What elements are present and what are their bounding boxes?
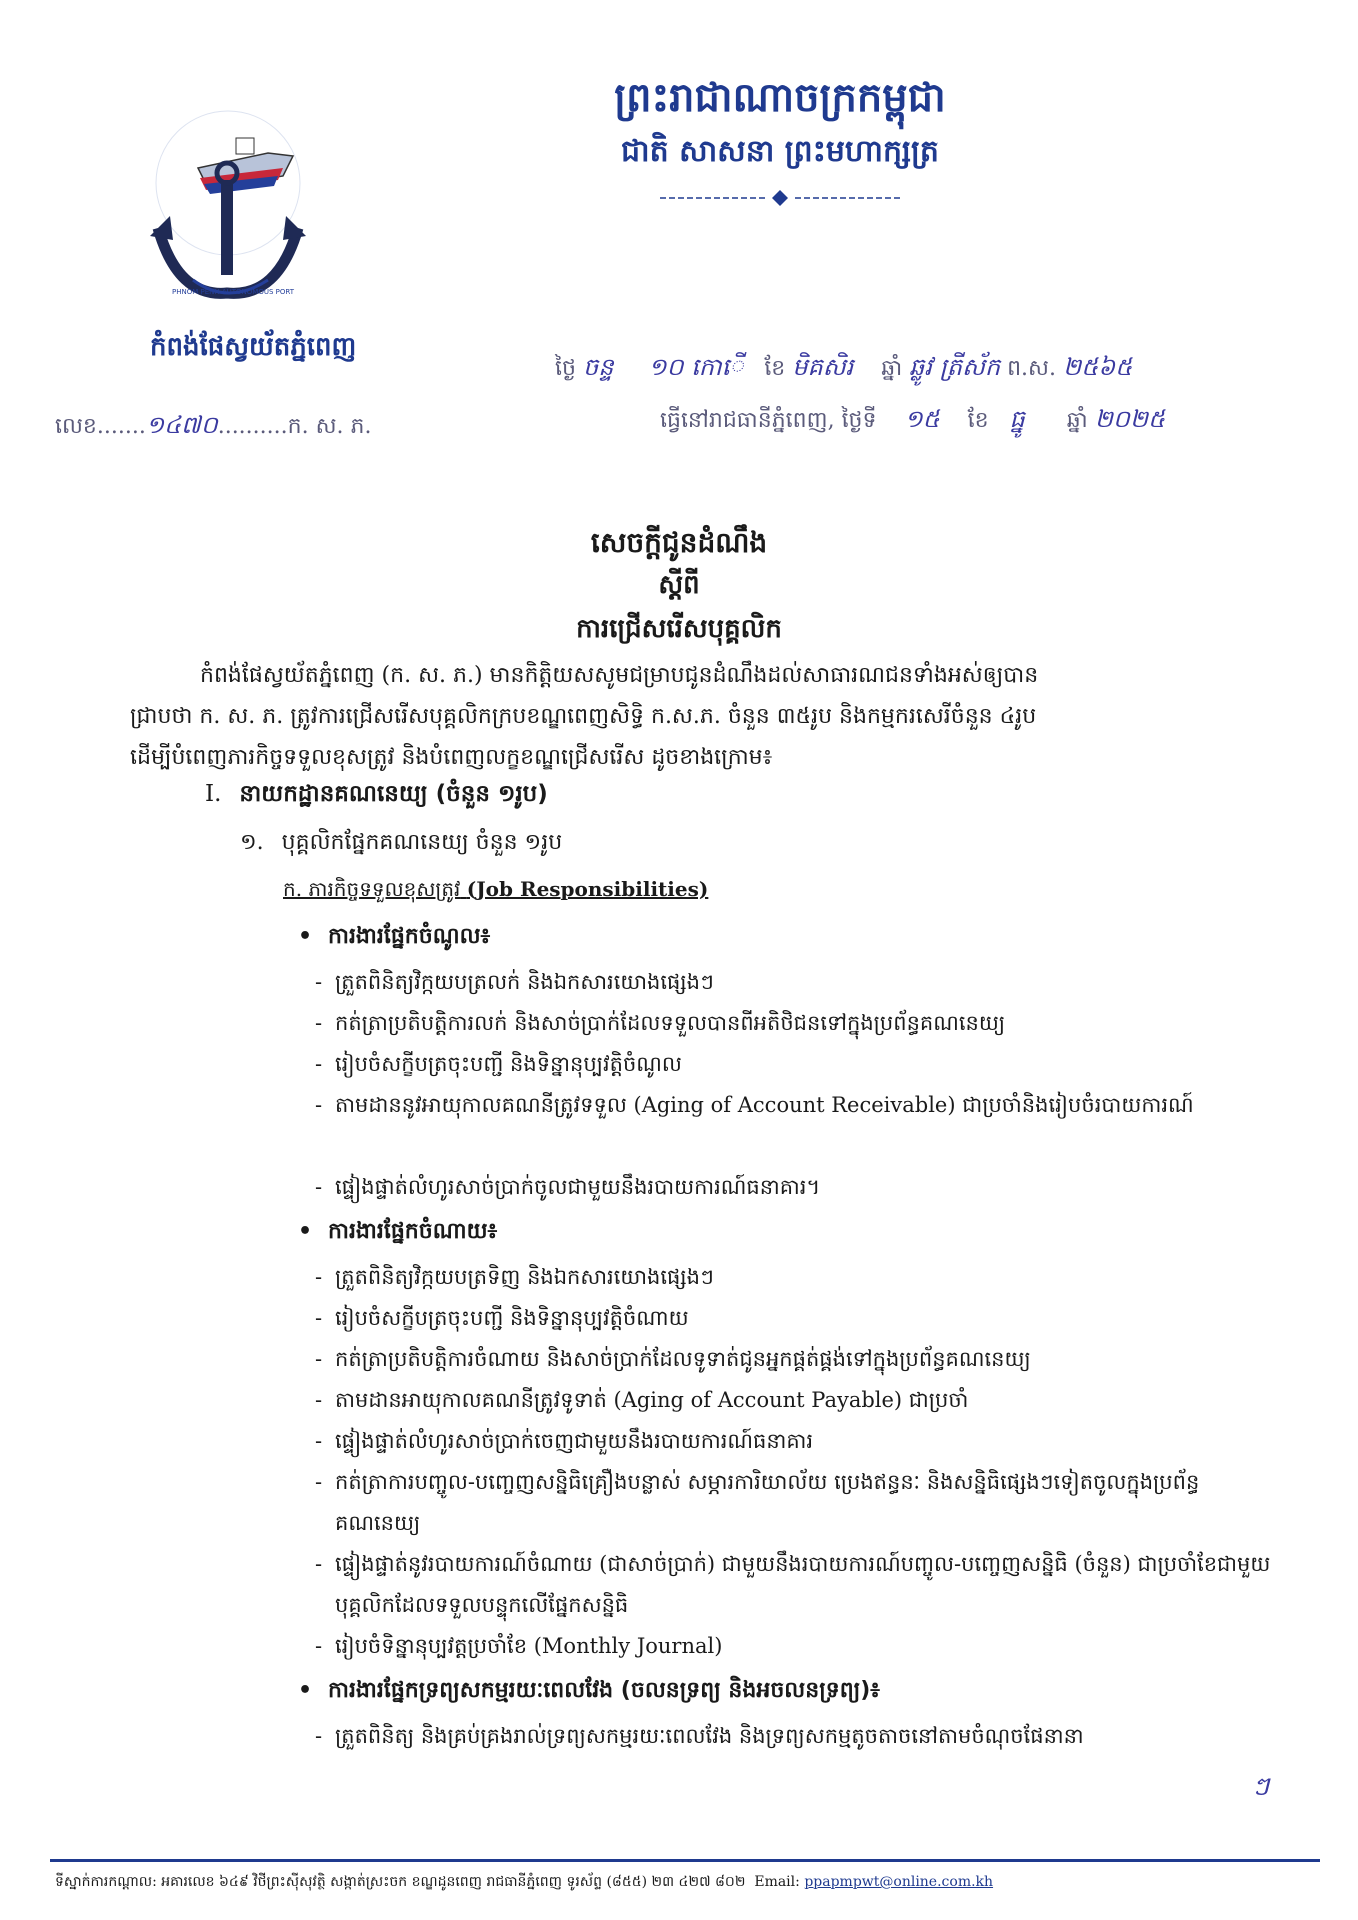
list-item: - តាមដាននូវអាយុកាលគណនីត្រូវទទួល (Aging of Account Receivable) ជាប្រចាំនិងរៀបចំរបាយការណ៍ (315, 1093, 1194, 1117)
be-year-handwritten: ២៥៦៥ (1063, 353, 1133, 381)
subsection-heading (240, 828, 562, 860)
footer (55, 1872, 1315, 1893)
initials-signature: ៗ (1252, 1772, 1270, 1802)
subsection-label: បុគ្គលិកផ្នែកគណនេយ្យ ចំនួន ១រូប (281, 830, 563, 855)
list-item: - កត់ត្រាប្រតិបត្តិការលក់ និងសាច់ប្រាក់ដែលទទួលបានពីអតិថិជនទៅក្នុងប្រព័ន្ធគណនេយ្យ (315, 1011, 1006, 1035)
national-motto: ជាតិ សាសនា ព្រះមហាក្សត្រ (621, 134, 939, 169)
lunar-prefix: ថ្ងៃ (555, 356, 576, 381)
list-item: - ផ្ទៀងផ្ទាត់លំហូរសាច់ប្រាក់ចេញជាមួយនឹងរបាយការណ៍ធនាគារ (315, 1429, 814, 1453)
reference-number: លេខ.......១៤៧០..........ក. ស. ភ. (55, 411, 372, 439)
list-item: - ត្រួតពិនិត្យ និងគ្រប់គ្រងរាល់ទ្រព្យសកម្មរយៈពេលវែង និងទ្រព្យសកម្មតូចតាចនៅតាមចំណុចផែនានា (315, 1724, 1084, 1748)
list-item: - តាមដានអាយុកាលគណនីត្រូវទូទាត់ (Aging of Account Payable) ជាប្រចាំ (315, 1388, 969, 1412)
lunar-month-label: ខែ (764, 356, 786, 381)
list-item: - ផ្ទៀងផ្ទាត់លំហូរសាច់ប្រាក់ចូលជាមួយនឹងរបាយការណ៍ធនាគារ។ (315, 1175, 821, 1199)
solar-day-handwritten: ១៥ (904, 405, 940, 433)
income-heading (298, 922, 490, 954)
section-heading (205, 780, 548, 813)
expense-heading-label: ការងារផ្នែកចំណាយ៖ (328, 1219, 498, 1244)
footer-email-label: Email: (754, 1874, 800, 1890)
logo-caption: PHNOM PENH AUTONOMOUS PORT (171, 288, 294, 296)
expense-heading (298, 1217, 497, 1249)
bullet-icon: • (298, 924, 313, 949)
lunar-date-handwritten: ១០ កោើ (648, 353, 744, 381)
solar-prefix: ធ្វើនៅរាជធានីភ្នំពេញ, ថ្ងៃទី (660, 408, 877, 433)
list-item: - ត្រួតពិនិត្យវិក្កយបត្រលក់ និងឯកសារយោងផ្សេងៗ (315, 970, 714, 994)
reference-label: លេខ (55, 414, 97, 439)
document-title: សេចក្តីជូនដំណឹង (590, 526, 768, 559)
solar-year-label: ឆ្នាំ (1066, 408, 1088, 433)
bullet-icon: • (298, 1678, 313, 1703)
ornament-divider-icon (640, 188, 920, 208)
section-label: នាយកដ្ឋានគណនេយ្យ (ចំនួន ១រូប) (239, 781, 548, 807)
reference-suffix: ក. ស. ភ. (287, 414, 372, 439)
lunar-day-handwritten: ចន្ទ (582, 353, 614, 381)
lunar-month-handwritten: មិគសិរ (792, 353, 854, 381)
intro-line-1: កំពង់ផែស្វយ័តភ្នំពេញ (ក. ស. ភ.) មានកិត្តិយសសូមជម្រាបជូនដំណឹងដល់សាធារណជនទាំងអស់ឲ្យបាន (200, 663, 1039, 688)
footer-email-link[interactable]: ppapmpwt@online.com.kh (804, 1874, 994, 1890)
solar-month-handwritten: ធ្នូ (1009, 405, 1025, 433)
list-item: - រៀបចំសក្ខីបត្រចុះបញ្ជី និងទិន្នានុប្បវត្តិចំណាយ (315, 1306, 689, 1330)
subsection-number: ១. (240, 830, 264, 855)
reference-number-handwritten: ១៤៧០ (145, 411, 218, 439)
port-logo (118, 98, 358, 308)
anchor-ship-logo-icon (118, 98, 358, 308)
solar-date (660, 404, 1165, 439)
kingdom-title: ព្រះរាជាណាចក្រកម្ពុជា (614, 75, 946, 121)
footer-divider (50, 1859, 1320, 1862)
list-item: - ត្រួតពិនិត្យវិក្កយបត្រទិញ និងឯកសារយោងផ្សេងៗ (315, 1265, 714, 1289)
solar-month-label: ខែ (967, 408, 989, 433)
assets-heading-label: ការងារផ្នែកទ្រព្យសកម្មរយៈពេលវែង (ចលនទ្រព្យ និងអចលនទ្រព្យ)៖ (328, 1678, 880, 1703)
intro-paragraph (130, 655, 1280, 778)
list-item: - ផ្ទៀងផ្ទាត់នូវរបាយការណ៍ចំណាយ (ជាសាច់ប្រាក់) ជាមួយនឹងរបាយការណ៍បញ្ចូល-បញ្ចេញសន្និធិ (ចំនួន) ជាប្រចាំខែជាមួយបុគ្គលិកដែលទទួលបន្ទុកលើផ្នែកសន្និធិ (315, 1552, 1271, 1617)
port-name: កំពង់ផែស្វយ័តភ្នំពេញ (150, 332, 357, 362)
bullet-icon: • (298, 1219, 313, 1244)
solar-year-handwritten: ២០២៥ (1094, 405, 1166, 433)
lunar-year-label: ឆ្នាំ (881, 356, 903, 381)
responsibilities-label-en: (Job Responsibilities) (466, 877, 709, 901)
lunar-date (555, 352, 1132, 387)
document-title-about: ស្តីពី (658, 570, 700, 600)
income-heading-label: ការងារផ្នែកចំណូល៖ (328, 924, 491, 949)
list-item: - រៀបចំទិន្នានុប្បវត្តប្រចាំខែ (Monthly Journal) (315, 1634, 723, 1658)
assets-heading (298, 1676, 880, 1708)
intro-line-2: ជ្រាបថា ក. ស. ភ. ត្រូវការជ្រើសរើសបុគ្គលិកក្របខណ្ឌពេញសិទ្ធិ ក.ស.ភ. ចំនួន ៣៥រូប និងកម្មករសេរីចំនួន ៤រូប (130, 704, 1037, 729)
intro-line-3: ដើម្បីបំពេញភារកិច្ចទទួលខុសត្រូវ និងបំពេញលក្ខខណ្ឌជ្រើសរើស ដូចខាងក្រោម៖ (130, 745, 773, 770)
section-number: I. (205, 781, 222, 807)
list-item: - កត់ត្រាការបញ្ចូល-បញ្ចេញសន្និធិគ្រឿងបន្លាស់ សម្ភារការិយាល័យ ប្រេងឥន្ធនៈ និងសន្និធិផ្សេងៗទៀតចូលក្នុងប្រព័ន្ធគណនេយ្យ (315, 1470, 1200, 1535)
footer-address: ទីស្នាក់ការកណ្តាល: អគារលេខ ៦៤៩ វិថីព្រះស៊ីសុវត្ថិ សង្កាត់ស្រះចក ខណ្ឌដូនពេញ រាជធានីភ្នំពេញ ទូរស័ព្ទ (៨៥៥) ២៣ ៤២៧ ៨០២ (55, 1874, 746, 1890)
responsibilities-label-kh: ក. ភារកិច្ចទទួលខុសត្រូវ (283, 877, 461, 901)
be-label: ព.ស. (1007, 356, 1056, 381)
list-item: - រៀបចំសក្ខីបត្រចុះបញ្ជី និងទិន្នានុប្បវត្តិចំណូល (315, 1052, 682, 1076)
lunar-year-handwritten: ឆ្លូវ ត្រីស័ក (909, 353, 1001, 381)
document-subject: ការជ្រើសរើសបុគ្គលិក (576, 614, 782, 644)
list-item: - កត់ត្រាប្រតិបត្តិការចំណាយ និងសាច់ប្រាក់ដែលទូទាត់ជូនអ្នកផ្គត់ផ្គង់ទៅក្នុងប្រព័ន្ធគណនេយ្យ (315, 1347, 1031, 1371)
responsibilities-heading (283, 876, 708, 906)
